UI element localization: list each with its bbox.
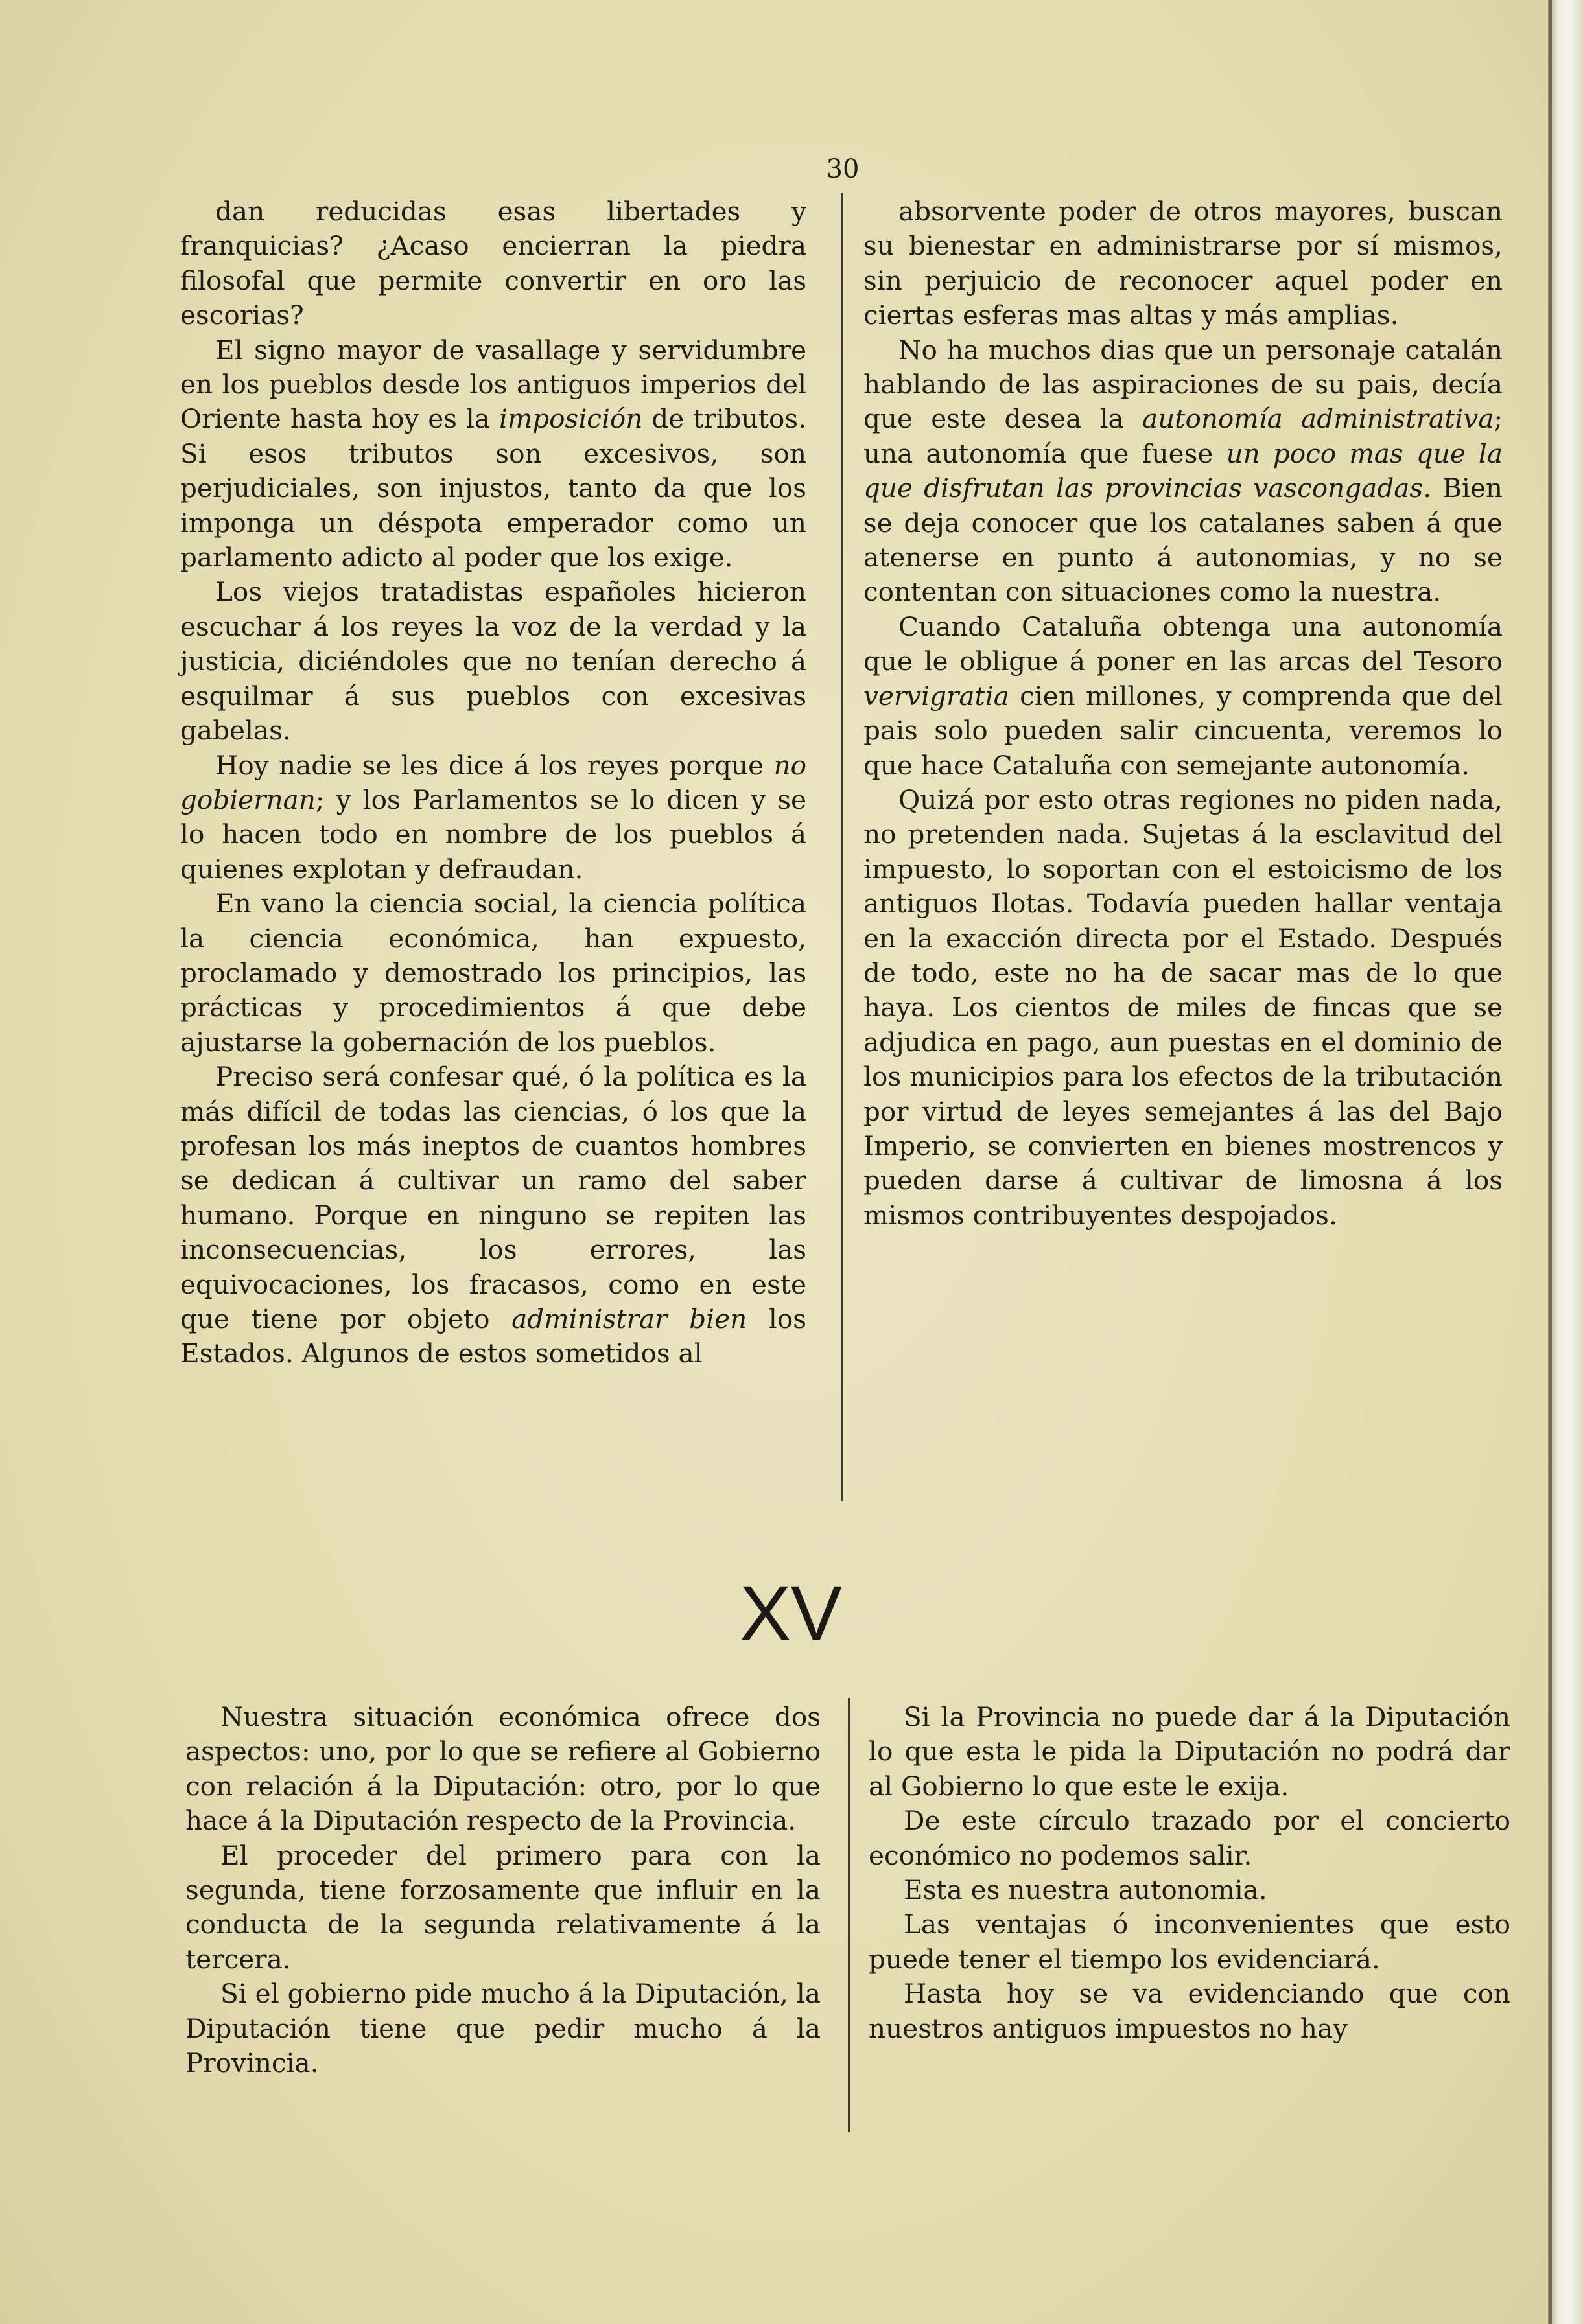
paragraph: Cuando Cataluña obtenga una autonomía que le obligue á poner en las arcas del Tesoro vervigratia cien millones, y comprenda que del pais solo pueden salir cincuenta, veremos lo que hace Cataluña con semejante autonomía. — [863, 610, 1503, 781]
italic-text: un poco mas que la que disfrutan las provincias vascongadas — [863, 437, 1503, 504]
page-number: 30 — [826, 154, 860, 184]
paragraph: Los viejos tratadistas españoles hicieron escuchar á los reyes la voz de la verdad y la justicia, diciéndoles que no tenían derecho á esquilmar á sus pueblos con excesivas gabelas. — [180, 576, 806, 747]
page-binding-line — [1549, 0, 1552, 2324]
page-edge — [1548, 0, 1583, 2324]
paragraph: Hoy nadie se les dice á los reyes porque no gobiernan; y los Parlamentos se lo dicen y se lo hacen todo en nombre de los pueblos á quienes explotan y defraudan. — [180, 749, 806, 885]
paragraph: Las ventajas ó inconvenientes que esto puede tener el tiempo los evidenciará. — [869, 1909, 1510, 1975]
italic-text: administrar bien — [511, 1303, 747, 1334]
paragraph: En vano la ciencia social, la ciencia política la ciencia económica, han expuesto, proclamado y demostrado los principios, las prácticas y procedimientos á que debe ajustarse la gobernación de los pueblos. — [180, 888, 806, 1058]
column-bottom-left — [185, 1700, 821, 2080]
paragraph: Si la Provincia no puede dar á la Diputación lo que esta le pida la Diputación no podrá dar al Gobierno lo que este le exija. — [869, 1701, 1510, 1802]
column-top-left — [180, 194, 806, 1371]
column-top-right — [863, 194, 1503, 1233]
paragraph: Preciso será confesar qué, ó la política es la más difícil de todas las ciencias, ó los que la profesan los más ineptos de cuantos hombres se dedican á cultivar un ramo del saber humano. Porque en ninguno se repiten las inconsecuencias, los errores, las equivocaciones, los fracasos, como en este que tiene por objeto administrar bien los Estados. Algunos de estos sometidos al — [180, 1061, 806, 1369]
column-bottom-right — [869, 1700, 1510, 2046]
paragraph: dan reducidas esas libertades y franquicias? ¿Acaso encierran la piedra filosofal que permite convertir en oro las escorias? — [180, 196, 806, 331]
paragraph: Esta es nuestra autonomia. — [904, 1874, 1267, 1906]
paragraph: Quizá por esto otras regiones no piden nada, no pretenden nada. Sujetas á la esclavitud del impuesto, lo soportan con el estoicismo de los antiguos Ilotas. Todavía pueden hallar ventaja en la exacción directa por el Estado. Después de todo, este no ha de sacar mas de lo que haya. Los cientos de miles de fincas que se adjudica en pago, aun puestas en el dominio de los municipios para los efectos de la tributación por virtud de leyes semejantes á las del Bajo Imperio, se convierten en bienes mostrencos y pueden darse á cultivar de limosna á los mismos contribuyentes despojados. — [863, 784, 1503, 1231]
italic-text: vervigratia — [863, 680, 1009, 712]
italic-text: imposición — [498, 403, 643, 435]
paragraph: Hasta hoy se va evidenciando que con nuestros antiguos impuestos no hay — [869, 1978, 1510, 2044]
chapter-heading: XV — [740, 1571, 842, 1656]
italic-text: no gobiernan — [180, 749, 806, 815]
column-divider-bottom — [848, 1698, 850, 2132]
paragraph: absorvente poder de otros mayores, buscan su bienestar en administrarse por sí mismos, sin perjuicio de reconocer aquel poder en ciertas esferas mas altas y más amplias. — [863, 196, 1503, 331]
paragraph: No ha muchos dias que un personaje catalán hablando de las aspiraciones de su pais, decía que este desea la autonomía administrativa; una autonomía que fuese un poco mas que la que disfrutan las provincias vascongadas. Bien se deja conocer que los catalanes saben á que atenerse en punto á autonomias, y no se contentan con situaciones como la nuestra. — [863, 334, 1503, 608]
paragraph: De este círculo trazado por el concierto económico no podemos salir. — [869, 1805, 1510, 1871]
paragraph: Si el gobierno pide mucho á la Diputación, la Diputación tiene que pedir mucho á la Provincia. — [185, 1978, 821, 2079]
paragraph: El proceder del primero para con la segunda, tiene forzosamente que influir en la conducta de la segunda relativamente á la tercera. — [185, 1839, 821, 1975]
italic-text: autonomía administrativa — [1142, 403, 1494, 435]
paragraph: El signo mayor de vasallage y servidumbre en los pueblos desde los antiguos imperios del Oriente hasta hoy es la imposición de tributos. Si esos tributos son excesivos, son perjudiciales, son injustos, tanto da que los imponga un déspota emperador como un parlamento adicto al poder que los exige. — [180, 334, 806, 574]
column-divider-top — [841, 193, 843, 1501]
paragraph: Nuestra situación económica ofrece dos aspectos: uno, por lo que se refiere al Gobierno con relación á la Diputación: otro, por lo que hace á la Diputación respecto de la Provincia. — [185, 1701, 821, 1837]
